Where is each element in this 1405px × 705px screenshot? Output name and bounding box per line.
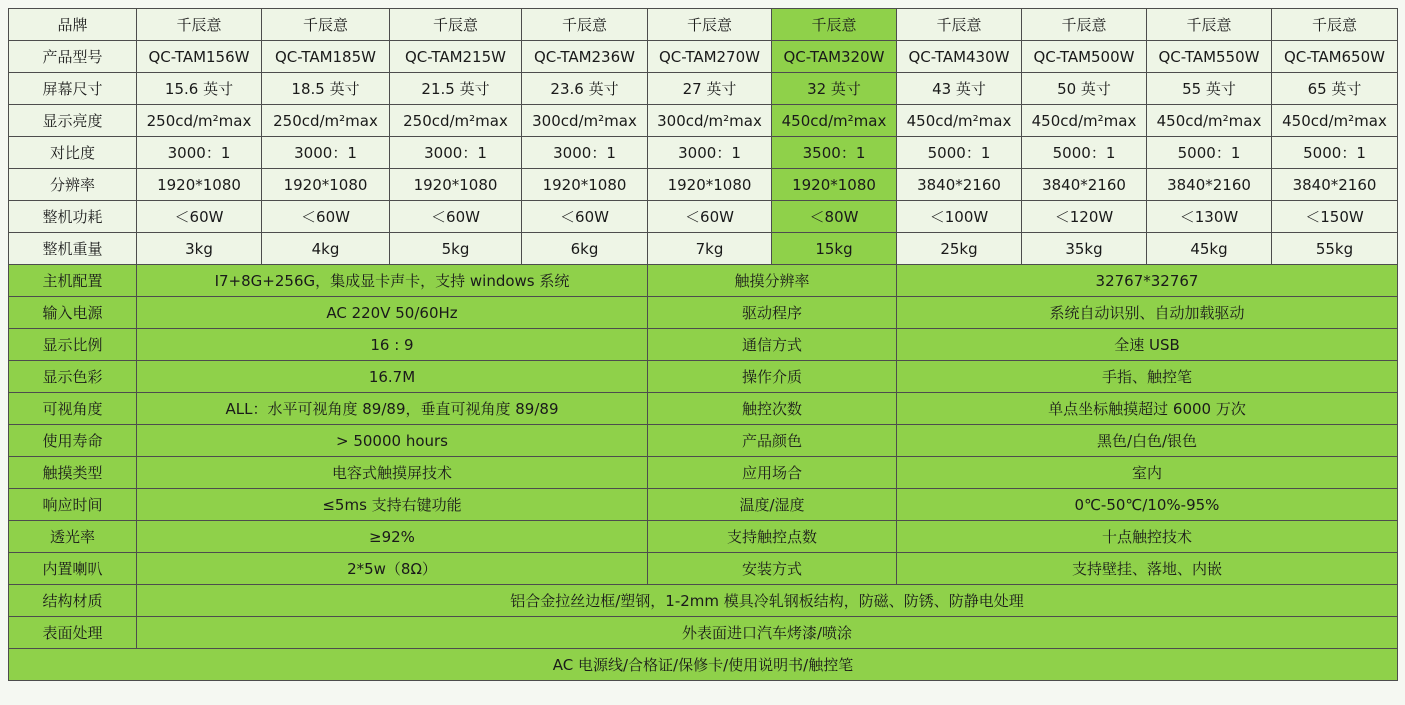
feature-row [9, 361, 1398, 393]
feature-row-wide [9, 617, 1398, 649]
feature-value: 手指、触控笔 [897, 361, 1398, 393]
feature-value: 16 : 9 [137, 329, 648, 361]
spec-row [9, 73, 1398, 105]
spec-cell: 千辰意 [897, 9, 1022, 41]
feature-label: 通信方式 [648, 329, 897, 361]
spec-cell: 3840*2160 [897, 169, 1022, 201]
feature-value: > 50000 hours [137, 425, 648, 457]
spec-cell: 55 英寸 [1147, 73, 1272, 105]
spec-cell: 千辰意 [648, 9, 772, 41]
spec-cell: QC-TAM320W [772, 41, 897, 73]
feature-value: ALL：水平可视角度 89/89，垂直可视角度 89/89 [137, 393, 648, 425]
feature-value: I7+8G+256G，集成显卡声卡，支持 windows 系统 [137, 265, 648, 297]
feature-value: 2*5w（8Ω） [137, 553, 648, 585]
spec-cell: 千辰意 [522, 9, 648, 41]
feature-label: 驱动程序 [648, 297, 897, 329]
spec-cell: 25kg [897, 233, 1022, 265]
spec-cell: 3500：1 [772, 137, 897, 169]
spec-cell: QC-TAM270W [648, 41, 772, 73]
spec-cell: 千辰意 [1022, 9, 1147, 41]
row-label: 整机功耗 [9, 201, 137, 233]
spec-cell: 450cd/m²max [1147, 105, 1272, 137]
feature-row [9, 265, 1398, 297]
spec-cell: 3kg [137, 233, 262, 265]
feature-label: 结构材质 [9, 585, 137, 617]
spec-cell: 250cd/m²max [390, 105, 522, 137]
feature-row [9, 297, 1398, 329]
feature-label: 显示比例 [9, 329, 137, 361]
spec-row [9, 169, 1398, 201]
spec-cell: ＜150W [1272, 201, 1398, 233]
spec-cell: 1920*1080 [262, 169, 390, 201]
feature-label: 输入电源 [9, 297, 137, 329]
spec-cell: 1920*1080 [137, 169, 262, 201]
row-label: 分辨率 [9, 169, 137, 201]
feature-value: 单点坐标触摸超过 6000 万次 [897, 393, 1398, 425]
spec-cell: 300cd/m²max [522, 105, 648, 137]
spec-cell: 千辰意 [390, 9, 522, 41]
feature-label: 触摸类型 [9, 457, 137, 489]
row-label: 产品型号 [9, 41, 137, 73]
spec-cell: ＜60W [262, 201, 390, 233]
spec-cell: 21.5 英寸 [390, 73, 522, 105]
row-label: 品牌 [9, 9, 137, 41]
feature-value: AC 220V 50/60Hz [137, 297, 648, 329]
spec-cell: 3000：1 [522, 137, 648, 169]
feature-row [9, 521, 1398, 553]
spec-cell: ＜130W [1147, 201, 1272, 233]
spec-cell: 1920*1080 [648, 169, 772, 201]
feature-label: 内置喇叭 [9, 553, 137, 585]
spec-cell: QC-TAM185W [262, 41, 390, 73]
feature-value: 支持壁挂、落地、内嵌 [897, 553, 1398, 585]
spec-cell: QC-TAM550W [1147, 41, 1272, 73]
feature-label: 显示色彩 [9, 361, 137, 393]
spec-cell: ＜60W [522, 201, 648, 233]
spec-row [9, 9, 1398, 41]
spec-cell: 450cd/m²max [772, 105, 897, 137]
spec-cell: 千辰意 [262, 9, 390, 41]
feature-value: 0℃-50℃/10%-95% [897, 489, 1398, 521]
feature-row-wide [9, 585, 1398, 617]
row-label: 显示亮度 [9, 105, 137, 137]
spec-row [9, 137, 1398, 169]
spec-table [8, 8, 1398, 681]
spec-cell: 450cd/m²max [1272, 105, 1398, 137]
spec-cell: QC-TAM156W [137, 41, 262, 73]
spec-cell: 3000：1 [262, 137, 390, 169]
spec-cell: 65 英寸 [1272, 73, 1398, 105]
feature-value: 室内 [897, 457, 1398, 489]
spec-cell: QC-TAM650W [1272, 41, 1398, 73]
feature-value: ≤5ms 支持右键功能 [137, 489, 648, 521]
spec-cell: 千辰意 [1147, 9, 1272, 41]
feature-label: 支持触控点数 [648, 521, 897, 553]
feature-row [9, 393, 1398, 425]
feature-label: 触控次数 [648, 393, 897, 425]
accessories-text: AC 电源线/合格证/保修卡/使用说明书/触控笔 [9, 649, 1398, 681]
feature-row [9, 457, 1398, 489]
spec-cell: ＜60W [390, 201, 522, 233]
spec-cell: 35kg [1022, 233, 1147, 265]
spec-cell: 3840*2160 [1022, 169, 1147, 201]
spec-cell: 300cd/m²max [648, 105, 772, 137]
spec-cell: 450cd/m²max [897, 105, 1022, 137]
spec-cell: 5000：1 [1147, 137, 1272, 169]
row-label: 屏幕尺寸 [9, 73, 137, 105]
spec-cell: 23.6 英寸 [522, 73, 648, 105]
spec-cell: 4kg [262, 233, 390, 265]
spec-cell: 250cd/m²max [262, 105, 390, 137]
spec-cell: 6kg [522, 233, 648, 265]
feature-value: 系统自动识别、自动加载驱动 [897, 297, 1398, 329]
feature-value: 十点触控技术 [897, 521, 1398, 553]
spec-cell: 3840*2160 [1272, 169, 1398, 201]
spec-cell: ＜100W [897, 201, 1022, 233]
row-label: 对比度 [9, 137, 137, 169]
feature-row [9, 553, 1398, 585]
feature-label: 温度/湿度 [648, 489, 897, 521]
feature-label: 操作介质 [648, 361, 897, 393]
spec-cell: 3000：1 [390, 137, 522, 169]
feature-label: 可视角度 [9, 393, 137, 425]
feature-value: ≥92% [137, 521, 648, 553]
feature-label: 使用寿命 [9, 425, 137, 457]
spec-cell: QC-TAM215W [390, 41, 522, 73]
spec-cell: 3000：1 [137, 137, 262, 169]
feature-row [9, 329, 1398, 361]
spec-cell: 7kg [648, 233, 772, 265]
row-label: 整机重量 [9, 233, 137, 265]
spec-cell: 45kg [1147, 233, 1272, 265]
spec-cell: 千辰意 [772, 9, 897, 41]
feature-value: 32767*32767 [897, 265, 1398, 297]
spec-cell: 55kg [1272, 233, 1398, 265]
feature-value: 铝合金拉丝边框/塑钢，1-2mm 模具冷轧钢板结构，防磁、防锈、防静电处理 [137, 585, 1398, 617]
feature-value: 黑色/白色/银色 [897, 425, 1398, 457]
spec-cell: ＜60W [648, 201, 772, 233]
spec-cell: 千辰意 [1272, 9, 1398, 41]
feature-label: 安装方式 [648, 553, 897, 585]
spec-cell: 250cd/m²max [137, 105, 262, 137]
spec-cell: 1920*1080 [390, 169, 522, 201]
spec-cell: 43 英寸 [897, 73, 1022, 105]
spec-row [9, 41, 1398, 73]
spec-cell: QC-TAM236W [522, 41, 648, 73]
feature-label: 触摸分辨率 [648, 265, 897, 297]
feature-label: 产品颜色 [648, 425, 897, 457]
spec-cell: 1920*1080 [772, 169, 897, 201]
feature-row [9, 425, 1398, 457]
spec-cell: 1920*1080 [522, 169, 648, 201]
feature-row [9, 489, 1398, 521]
spec-cell: 18.5 英寸 [262, 73, 390, 105]
spec-cell: ＜80W [772, 201, 897, 233]
feature-value: 全速 USB [897, 329, 1398, 361]
spec-cell: 3000：1 [648, 137, 772, 169]
spec-cell: ＜120W [1022, 201, 1147, 233]
feature-label: 响应时间 [9, 489, 137, 521]
spec-cell: 50 英寸 [1022, 73, 1147, 105]
spec-cell: 5000：1 [1272, 137, 1398, 169]
spec-row [9, 233, 1398, 265]
feature-label: 表面处理 [9, 617, 137, 649]
feature-value: 电容式触摸屏技术 [137, 457, 648, 489]
feature-label: 主机配置 [9, 265, 137, 297]
spec-cell: 27 英寸 [648, 73, 772, 105]
feature-value: 16.7M [137, 361, 648, 393]
spec-cell: 5000：1 [1022, 137, 1147, 169]
accessories-row [9, 649, 1398, 681]
spec-cell: 32 英寸 [772, 73, 897, 105]
feature-value: 外表面进口汽车烤漆/喷涂 [137, 617, 1398, 649]
spec-cell: 5kg [390, 233, 522, 265]
spec-row [9, 201, 1398, 233]
spec-row [9, 105, 1398, 137]
feature-label: 透光率 [9, 521, 137, 553]
spec-cell: 3840*2160 [1147, 169, 1272, 201]
spec-cell: 15.6 英寸 [137, 73, 262, 105]
spec-cell: QC-TAM430W [897, 41, 1022, 73]
feature-label: 应用场合 [648, 457, 897, 489]
spec-cell: 15kg [772, 233, 897, 265]
spec-cell: ＜60W [137, 201, 262, 233]
spec-cell: 千辰意 [137, 9, 262, 41]
spec-cell: 450cd/m²max [1022, 105, 1147, 137]
spec-cell: 5000：1 [897, 137, 1022, 169]
spec-cell: QC-TAM500W [1022, 41, 1147, 73]
